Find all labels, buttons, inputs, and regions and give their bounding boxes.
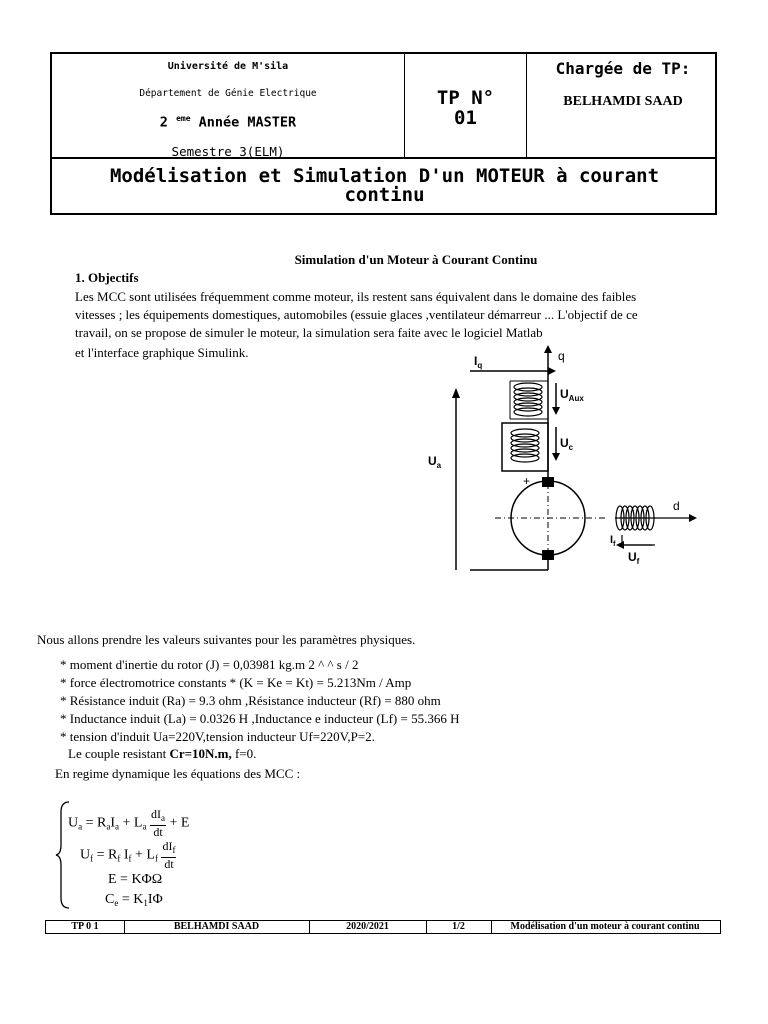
year-rest: Année MASTER (198, 114, 297, 131)
header-box (50, 52, 717, 215)
department-name: Département de Génie Electrique (139, 88, 317, 99)
objectives-title: 1. Objectifs (75, 270, 139, 285)
year-superscript: eme (176, 114, 191, 123)
params-intro: Nous allons prendre les valeurs suivantes pour les paramètres physiques. (37, 632, 416, 647)
compensation-winding (502, 423, 548, 471)
uc-arrowhead (552, 453, 560, 461)
para-line-2: vitesses ; les équipements domestiques, automobiles (essuie glaces ,ventilateur démarreur ... L'objectif de ce (75, 307, 638, 322)
ua-label: $U_a$ (428, 454, 442, 470)
university-name: Université de M'sila (167, 61, 289, 72)
d-axis-arrowhead (689, 514, 697, 522)
footer-cell-tp: TP 0 1 (46, 921, 125, 933)
couple-line (68, 746, 256, 762)
charge-label: Chargée de TP: (555, 59, 691, 78)
couple-prefix: Le couple resistant (68, 746, 170, 761)
uc-label: $U_c$ (560, 436, 574, 452)
param-item: * Inductance induit (La) = 0.0326 H ,Inductance e inducteur (Lf) = 55.366 H (60, 711, 460, 726)
regime-line: En regime dynamique les équations des MCC : (55, 766, 301, 781)
year-label (52, 114, 404, 131)
title-line-1: Modélisation et Simulation D'un MOTEUR à courant (109, 165, 660, 187)
objectives-paragraph (75, 288, 745, 342)
motor-diagram (410, 345, 710, 580)
footer-cell-title: Modélisation d'un moteur à courant continu (510, 921, 700, 932)
plus-sign: + (523, 474, 531, 488)
footer-cell-page: 1/2 (426, 921, 492, 933)
title-line-2: continu (344, 184, 425, 206)
year-number: 2 (159, 114, 168, 131)
footer-table (45, 920, 721, 934)
ua-arrowhead (452, 388, 460, 398)
para-line-4: et l'interface graphique Simulink. (75, 345, 249, 360)
uf-label: $U_f$ (628, 550, 640, 566)
footer-cell-year: 2020/2021 (309, 921, 427, 933)
couple-value: Cr=10N.m, (169, 746, 232, 761)
params-list (60, 656, 459, 746)
iq-arrowhead (548, 367, 556, 375)
q-label: q (558, 349, 565, 363)
couple-suffix: f=0. (231, 746, 257, 761)
if-label: $I_f$ (610, 534, 616, 548)
footer-cell-teacher: BELHAMDI SAAD (124, 921, 310, 933)
section-heading: Simulation d'un Moteur à Courant Continu (294, 252, 538, 267)
semester-label: Semestre 3(ELM) (171, 144, 285, 159)
q-axis-arrowhead (544, 345, 552, 353)
equation-4: $C_e = K_1I\Phi$ (105, 892, 163, 908)
equation-1: $U_a = R_aI_a + L_a$ $\frac{dI_a}{dt}$ + E (68, 807, 190, 839)
param-item: * Résistance induit (Ra) = 9.3 ohm ,Résistance inducteur (Rf) = 880 ohm (60, 693, 441, 708)
uaux-arrowhead (552, 407, 560, 415)
aux-winding (510, 381, 548, 419)
para-line-3: travail, on se propose de simuler le moteur, la simulation sera faite avec le logiciel Matlab (75, 325, 543, 340)
uaux-label: $U_{Aux}$ (560, 387, 584, 403)
equation-3: E = KΦΩ (108, 872, 163, 887)
tp-number: 01 (454, 107, 477, 129)
equation-2: $U_f = R_f$ $I_f + L_f$ $\frac{dI_f}{dt}$ (80, 839, 176, 871)
document-title (52, 167, 717, 205)
tp-label: TP N° (436, 87, 495, 109)
param-item: * force électromotrice constants * (K = Ke = Kt) = 5.213Nm / Amp (60, 675, 412, 690)
param-item: * tension d'induit Ua=220V,tension inducteur Uf=220V,P=2. (60, 729, 375, 744)
para-line-1: Les MCC sont utilisées fréquemment comme moteur, ils restent sans équivalent dans le domaine des faibles (75, 289, 637, 304)
d-label: d (673, 499, 680, 513)
param-item: * moment d'inertie du rotor (J) = 0,03981 kg.m 2 ^ ^ s / 2 (60, 657, 359, 672)
iq-label: $I_q$ (474, 354, 483, 370)
teacher-name: BELHAMDI SAAD (563, 94, 683, 109)
